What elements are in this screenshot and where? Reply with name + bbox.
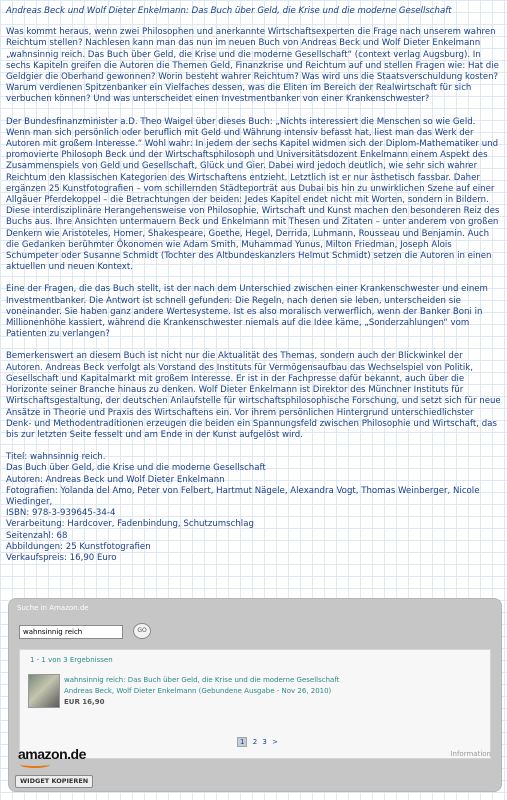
book-cover-image[interactable]	[28, 674, 60, 708]
book-price: Verkaufspreis: 16,90 Euro	[6, 552, 117, 563]
book-subtitle: Das Buch über Geld, die Krise und die moderne Gesellschaft	[6, 463, 266, 474]
list-item[interactable]	[28, 674, 478, 708]
paragraph-authors: Bemerkenswert an diesem Buch ist nicht nur die Aktualität des Themas, sondern auch der Blickwinkel der Autoren. Andreas Beck verfolgt als Vorstand des Instituts für Vermögensaufbau das Wechselspiel von Politik, Gesellschaft und Kapitalmarkt mit großem Interesse. Er ist in der Fachpresse dafür bekannt, auch über die Horizonte seiner Branche hinaus zu denken. Wolf Dieter Enkelmann ist Direktor des Münchner Instituts für Wirtschaftsgestaltung, der deutschen Anlaufstelle für wirtschaftsphilosophische Forschung, und setzt sich für neue Ansätze in Theorie und Praxis des Wirtschaftens ein. Vor ihrem persönlichen Hintergrund unterschiedlichster Denk- und Methodentraditionen erzeugen die beiden ein Spannungsfeld zwischen Philosophie und Wirtschaft, das bis zur letzten Seite fesselt und am Ende in der Kunst aufgelöst wird.	[6, 351, 501, 440]
amazon-smile-icon	[20, 761, 50, 768]
article	[6, 6, 501, 564]
item-title-link[interactable]: wahnsinnig reich: Das Buch über Geld, die Krise und die moderne Gesellschaft	[64, 676, 340, 684]
article-title: Andreas Beck und Wolf Dieter Enkelmann: Das Buch über Geld, die Krise und die moderne Gesellschaft	[6, 6, 452, 16]
go-button[interactable]: GO	[133, 623, 151, 639]
book-title: Titel: wahnsinnig reich.	[6, 452, 106, 463]
book-isbn: ISBN: 978-3-939645-34-4	[6, 508, 116, 519]
paragraph-intro: Was kommt heraus, wenn zwei Philosophen und anerkannte Wirtschaftsexperten die Frage nach unserem wahren Reichtum stellen? Nachlesen kann man das nun im neuen Buch von Andreas Beck und Wolf Dieter Enkelmann „wahnsinnig reich. Das Buch über Geld, die Krise und die moderne Gesellschaft“ (context verlag Augsburg). In sechs Kapiteln greifen die Autoren die Themen Geld, Finanzkrise und Reichtum auf und stellen Fragen wie: Hat die Geldgier die Oberhand gewonnen? Worin besteht wahrer Reichtum? Was wird uns die Staatsverschuldung kosten? Warum verdienen Spitzenbanker ein Vielfaches dessen, was die Eliten im Bereich der Realwirtschaft für sich verbuchen können? Und was unterscheidet einen Investmentbanker von einer Krankenschwester?	[6, 27, 499, 105]
widget-header: Suche in Amazon.de	[17, 604, 89, 612]
amazon-logo[interactable]	[18, 746, 86, 762]
results-count: 1 - 1 von 3 Ergebnissen	[30, 656, 113, 664]
book-info	[6, 452, 501, 564]
book-pages: Seitenzahl: 68	[6, 530, 68, 541]
book-authors: Autoren: Andreas Beck und Wolf Dieter Enkelmann	[6, 474, 225, 485]
search-input[interactable]	[19, 625, 123, 639]
paragraph-question: Eine der Fragen, die das Buch stellt, ist der nach dem Unterschied zwischen einer Krankenschwester und einem Investmentbanker. Die Antwort ist schnell gefunden: Die Regeln, nach denen sie leben, unterscheiden sie voneinander. Sie haben ganz andere Wertesysteme. Ist es also moralisch verwerflich, wenn der Banker Boni in Millionenhöhe kassiert, während die Krankenschwester niemals auf die Idee käme, „Sonderzahlungen“ vom Patienten zu verlangen?	[6, 284, 488, 340]
item-authors-link[interactable]: Andreas Beck, Wolf Dieter Enkelmann (Gebundene Ausgabe - Nov 26, 2010)	[64, 687, 332, 695]
page-link-3[interactable]: 3	[262, 738, 267, 746]
page-link-1[interactable]: 1	[237, 737, 247, 747]
copy-widget-button[interactable]: WIDGET KOPIEREN	[15, 775, 93, 788]
paragraph-waigel: Der Bundesfinanzminister a.D. Theo Waigel über dieses Buch: „Nichts interessiert die Menschen so wie Geld. Wenn man sich persönlich oder beruflich mit Geld und Währung intensiv befasst hat, liest man das Werk der Autoren mit großem Interesse.“ Wohl wahr: In jedem der sechs Kapitel widmen sich der Diplom-Mathematiker und promovierte Philosoph Beck und der Wirtschaftsphilosoph und Universitätsdozent Enkelmann einem Aspekt des Zusammenspiels von Geld und Gesellschaft, Glück und Gier. Dabei wird jedoch deutlich, wie sehr sich wahrer Reichtum den klassischen Kategorien des Wirtschaftens entzieht. Letztlich ist er nur ästhetisch fassbar. Daher ergänzen 25 Kunstfotografien – vom schillernden Städteporträt aus Dubai bis hin zu unwirklichen Szene auf einer Allgäuer Pferdekoppel – die Betrachtungen der beiden: Jedes Kapitel endet nicht mit Worten, sondern in Bildern. Diese interdisziplinäre Herangehensweise von Philosophie, Wirtschaft und Kunst machen den besonderen Reiz des Buchs aus. Ihre Ansichten untermauern Beck und Enkelmann mit Thesen und Zitaten – unter anderem von großen Denkern wie Aristoteles, Homer, Shakespeare, Goethe, Hegel, Derrida, Luhmann, Rousseau und Benjamin. Auch die Gedanken berühmter Ökonomen wie Adam Smith, Muhammad Yunus, Milton Friedman, Joseph Alois Schumpeter oder Susanne Schmidt (Tochter des Altbundeskanzlers Helmut Schmidt) setzen die Autoren in einen aktuellen und neuen Kontext.	[6, 116, 500, 273]
next-page-link[interactable]: >	[272, 738, 278, 746]
book-binding: Verarbeitung: Hardcover, Fadenbindung, Schutzumschlag	[6, 519, 254, 530]
amazon-widget	[8, 598, 502, 792]
information-link[interactable]: Information	[450, 750, 491, 758]
page-link-2[interactable]: 2	[252, 738, 258, 746]
item-price: EUR 16,90	[64, 698, 105, 706]
pagination	[237, 738, 281, 746]
book-illustrations: Abbildungen: 25 Kunstfotografien	[6, 541, 151, 552]
book-photographers: Fotografien: Yolanda del Amo, Peter von Felbert, Hartmut Nägele, Alexandra Vogt, Thomas Weinberger, Nicole Wiedinger,	[6, 485, 480, 507]
amazon-logo-text: amazon.de	[18, 746, 86, 762]
